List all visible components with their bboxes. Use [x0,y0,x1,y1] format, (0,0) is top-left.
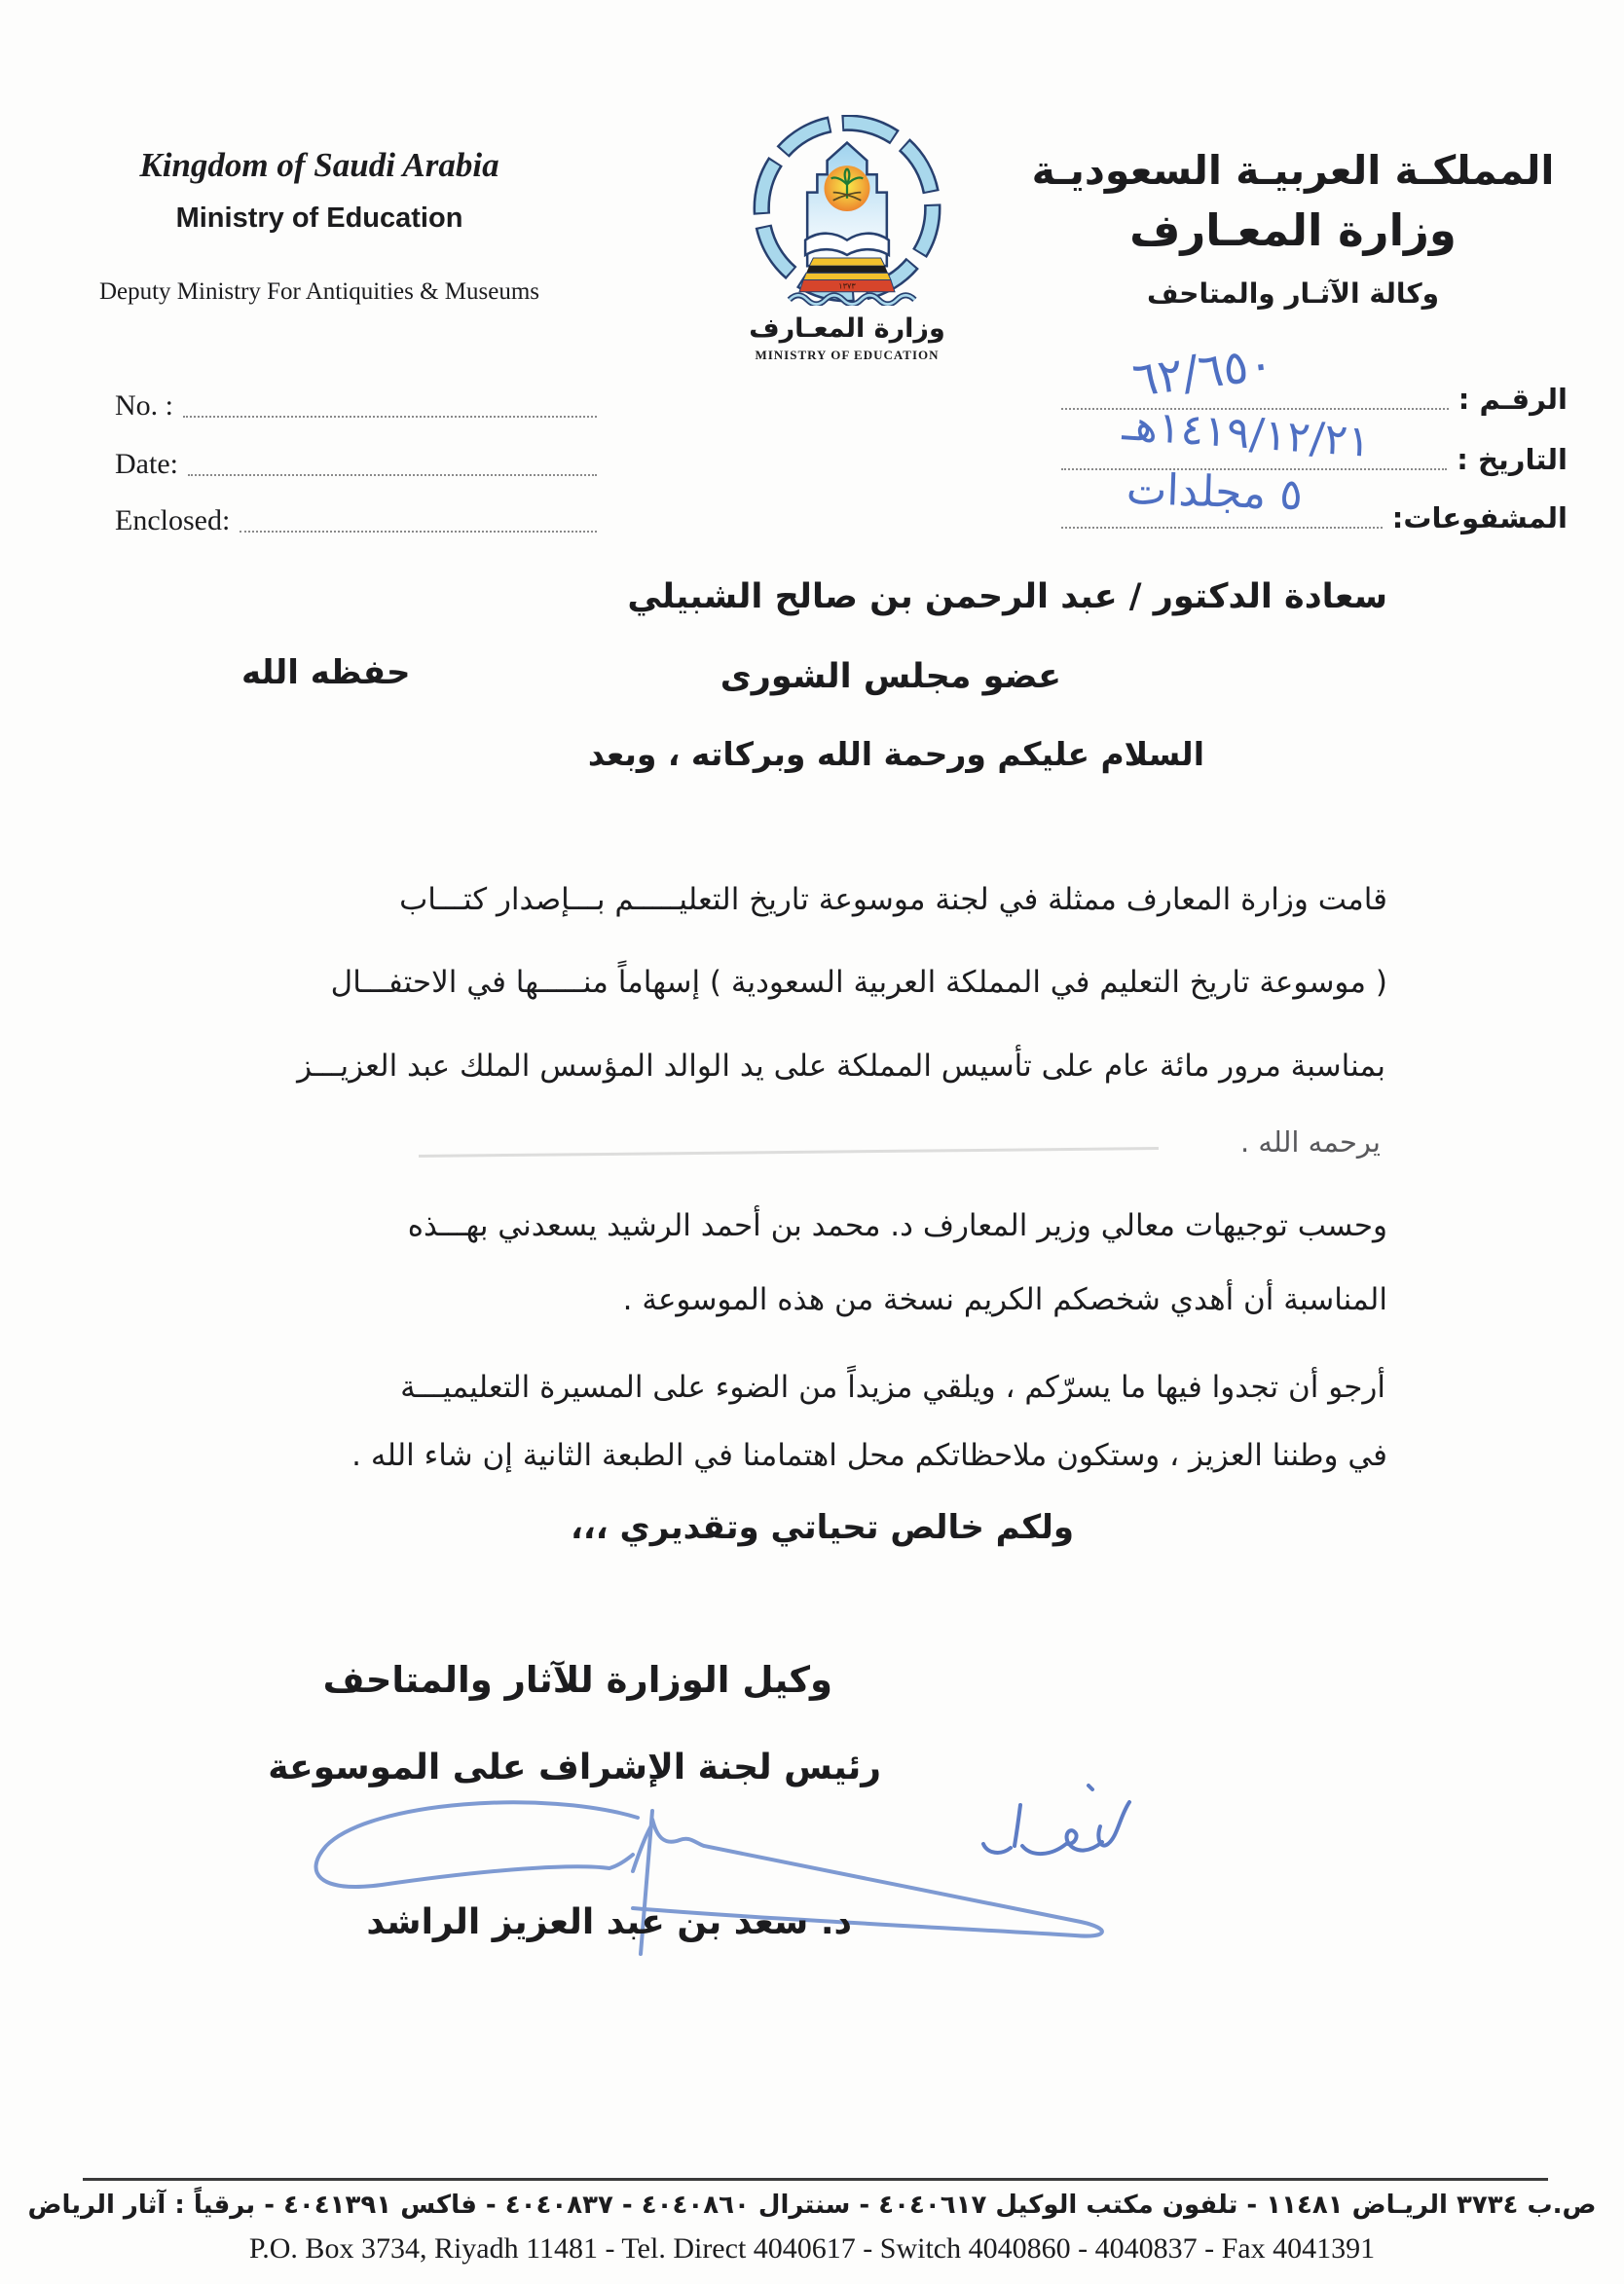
logo-caption-english: MINISTRY OF EDUCATION [755,347,940,362]
ministry-logo [722,115,972,363]
handwritten-ref-number: ٦٢/٦٥٠ [1129,336,1276,408]
footer-english: P.O. Box 3734, Riyadh 11481 - Tel. Direct 4040617 - Switch 4040860 - 4040837 - Fax 4041391 [248,2232,1376,2265]
body-p1-line2: ( موسوعة تاريخ التعليم في المملكة العربية السعودية ) إسهاماً منـــــها في الاحتفـــال [330,965,1387,1000]
body-p2-line1: وحسب توجيهات معالي وزير المعارف د. محمد بن أحمد الرشيد يسعدني بهـــذه [407,1208,1387,1243]
kingdom-title-ar: المملكـة العربيـة السعوديـة [1031,147,1555,194]
logo-stripe-black [806,266,888,273]
ref-no-row-en [115,387,607,424]
deputy-ministry-en: Deputy Ministry For Antiquities & Museums [98,278,540,305]
no-label-ar: الرقـم : [1458,383,1568,416]
signature-paraph [974,1778,1139,1875]
logo-stripe-yellow1 [809,258,885,266]
ministry-title-ar: وزارة المعـارف [1129,204,1457,257]
enclosed-label-en: Enclosed: [115,504,231,536]
body-p1-line1: قامت وزارة المعارف ممثلة في لجنة موسوعة تاريخ التعليـــــم بـــإصدار كتـــاب [399,882,1387,917]
date-label-ar: التاريخ : [1457,443,1568,476]
body-p3-line2: في وطننا العزيز ، وستكون ملاحظاتكم محل اهتمامنا في الطبعة الثانية إن شاء الله . [351,1438,1387,1473]
ref-enclosed-row-en [115,502,607,539]
enclosed-label-ar: المشفوعات: [1391,501,1568,534]
body-p2-line2: المناسبة أن أهدي شخصكم الكريم نسخة من هذه الموسوعة . [622,1282,1387,1317]
scan-smudge [419,1147,1159,1158]
antiquities-agency-ar: وكالة الآثـار والمتاحف [1146,276,1440,310]
ministry-logo-emblem [727,115,967,306]
addressee-title-line: عضو مجلس الشورى [720,657,1061,696]
handwritten-date: ١٤١٩/١٢/٢١هـ [1121,400,1373,467]
letterhead-english [86,144,553,307]
letterhead-arabic [1011,146,1575,311]
body-p1-line3: بمناسبة مرور مائة عام على تأسيس المملكة على يد الوالد المؤسس الملك عبد العزيـــز [297,1049,1385,1084]
no-dotted-line-en [183,415,597,418]
body-p1-line4: يرحمه الله . [1239,1125,1381,1159]
logo-stripe-yellow2 [803,273,891,279]
ministry-title-en: Ministry of Education [175,202,463,234]
date-label-en: Date: [115,448,178,480]
footer-arabic: ص.ب ٣٧٣٤ الريـاض ١١٤٨١ - تلفون مكتب الوكيل ٤٠٤٠٦١٧ - سنترال ٤٠٤٠٨٦٠ - ٤٠٤٠٨٣٧ - فاكس ٤٠٤١٣٩١ - برقياً : آثار الرياض [27,2191,1597,2220]
salutation-line: السلام عليكم ورحمة الله وبركاته ، وبعد [587,735,1204,773]
honorific-phrase: حفظه الله [241,653,411,692]
signature-title2: رئيس لجنة الإشراف على الموسوعة [268,1748,881,1787]
enclosed-dotted-line-en [240,530,597,533]
body-p3-line1: أرجو أن تجدوا فيها ما يسرّكم ، ويلقي مزيداً من الضوء على المسيرة التعليميـــة [400,1370,1385,1405]
signatory-name: د. سعد بن عبد العزيز الراشد [366,1902,852,1942]
date-dotted-line-en [188,473,597,476]
handwritten-enclosures: ٥ مجلدات [1126,463,1304,521]
logo-year-mark: ١٣٧٣ [838,280,856,291]
logo-caption-arabic: وزارة المعـارف [749,313,945,344]
closing-line: ولكم خالص تحياتي وتقديري ،،، [570,1508,1074,1547]
ref-date-row-en [115,446,607,483]
addressee-name-line: سعادة الدكتور / عبد الرحمن بن صالح الشبيلي [627,577,1387,616]
kingdom-title-en: Kingdom of Saudi Arabia [139,146,499,184]
footer-rule [83,2178,1548,2181]
signature-title1: وكيل الوزارة للآثار والمتاحف [322,1659,832,1701]
enclosed-dotted-line-ar [1061,526,1383,529]
no-label-en: No. : [115,389,173,422]
